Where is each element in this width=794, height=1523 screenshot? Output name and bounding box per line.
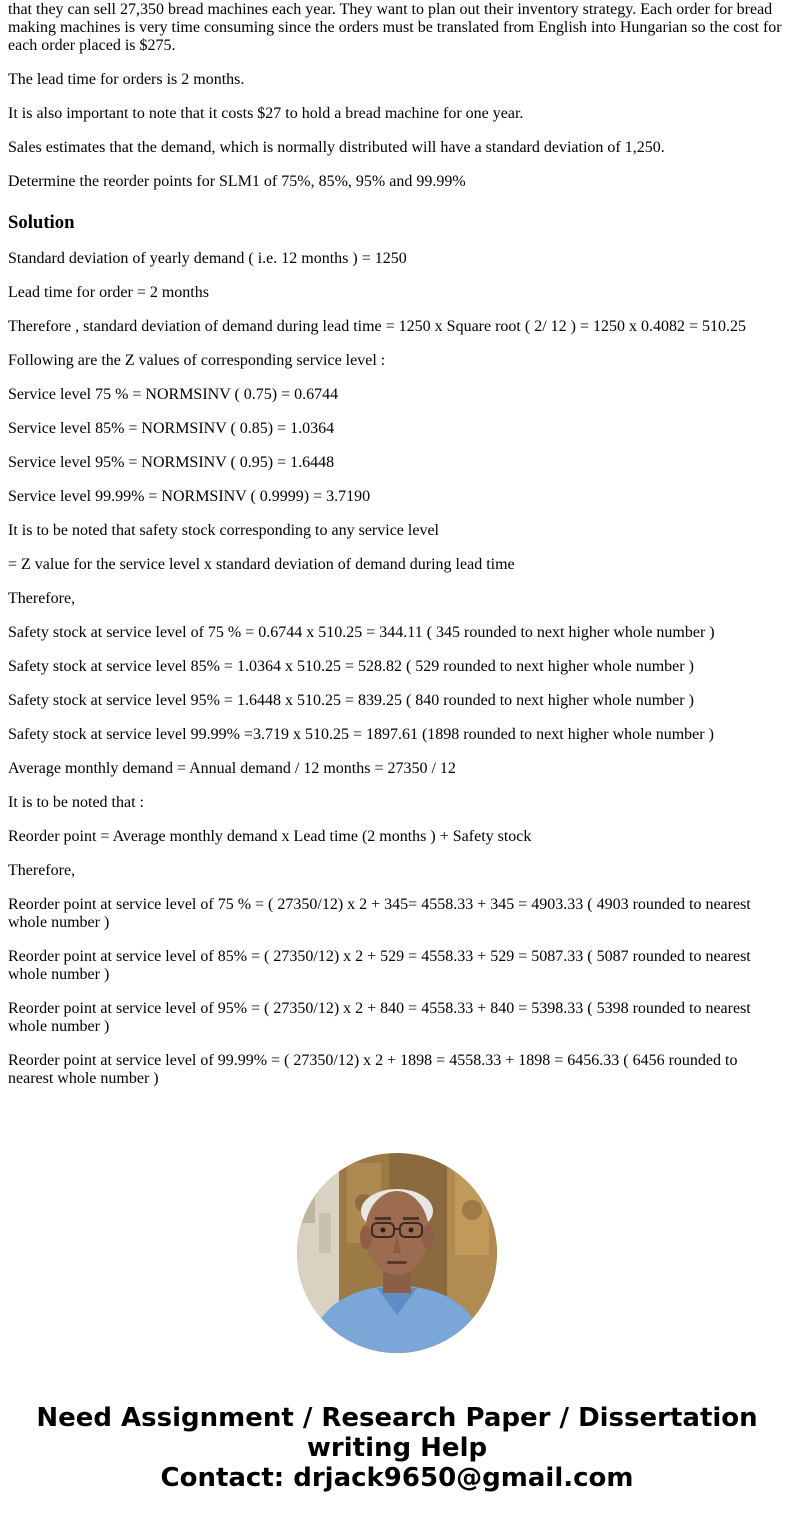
solution-line: Reorder point at service level of 75 % = ( 27350/12) x 2 + 345= 4558.33 + 345 = 4903.33 ( 4903 rounded to nearest whole number ) [8,896,751,931]
promo-contact: Contact: drjack9650@gmail.com [160,1463,634,1493]
question-paragraph-5: Determine the reorder points for SLM1 of 75%, 85%, 95% and 99.99% [8,173,466,190]
author-avatar [297,1153,497,1353]
solution-line: Lead time for order = 2 months [8,284,209,301]
solution-line: Safety stock at service level of 75 % = 0.6744 x 510.25 = 344.11 ( 345 rounded to next higher whole number ) [8,624,715,641]
promo-headline: Need Assignment / Research Paper / Dissertation writing Help [36,1403,758,1463]
solution-line: Reorder point at service level of 99.99% = ( 27350/12) x 2 + 1898 = 4558.33 + 1898 = 6456.33 ( 6456 rounded to nearest whole number ) [8,1052,738,1087]
solution-line: It is to be noted that safety stock corresponding to any service level [8,522,439,539]
solution-line: Therefore , standard deviation of demand during lead time = 1250 x Square root ( 2/ 12 ) = 1250 x 0.4082 = 510.25 [8,318,747,335]
solution-line: Safety stock at service level 85% = 1.0364 x 510.25 = 528.82 ( 529 rounded to next higher whole number ) [8,658,694,675]
solution-line: Following are the Z values of corresponding service level : [8,352,386,369]
solution-line: Safety stock at service level 99.99% =3.719 x 510.25 = 1897.61 (1898 rounded to next higher whole number ) [8,726,714,743]
solution-line: Reorder point at service level of 95% = ( 27350/12) x 2 + 840 = 4558.33 + 840 = 5398.33 ( 5398 rounded to nearest whole number ) [8,1000,751,1035]
solution-line: Reorder point = Average monthly demand x Lead time (2 months ) + Safety stock [8,828,532,845]
question-paragraph-4: Sales estimates that the demand, which is normally distributed will have a standard deviation of 1,250. [8,139,665,156]
solution-line: = Z value for the service level x standard deviation of demand during lead time [8,556,515,573]
avatar-portrait [297,1153,497,1353]
solution-heading: Solution [8,212,75,233]
solution-line: Service level 95% = NORMSINV ( 0.95) = 1.6448 [8,454,335,471]
solution-line: Average monthly demand = Annual demand / 12 months = 27350 / 12 [8,760,456,777]
solution-line: Standard deviation of yearly demand ( i.e. 12 months ) = 1250 [8,250,407,267]
solution-line: Service level 99.99% = NORMSINV ( 0.9999) = 3.7190 [8,488,371,505]
solution-line: Service level 75 % = NORMSINV ( 0.75) = 0.6744 [8,386,339,403]
document-content [8,0,786,1104]
solution-line: Service level 85% = NORMSINV ( 0.85) = 1.0364 [8,420,335,437]
promo-banner [0,1403,794,1493]
question-paragraph-2: The lead time for orders is 2 months. [8,71,245,88]
solution-line: Therefore, [8,862,76,879]
solution-line: Therefore, [8,590,76,607]
solution-line: Safety stock at service level 95% = 1.6448 x 510.25 = 839.25 ( 840 rounded to next higher whole number ) [8,692,694,709]
solution-line: Reorder point at service level of 85% = ( 27350/12) x 2 + 529 = 4558.33 + 529 = 5087.33 ( 5087 rounded to nearest whole number ) [8,948,751,983]
question-paragraph-1: that they can sell 27,350 bread machines each year. They want to plan out their inventory strategy. Each order for bread making machines is very time consuming since the orders must be translated from English into Hungarian so the cost for each order placed is $275. [8,1,782,54]
solution-line: It is to be noted that : [8,794,144,811]
question-paragraph-3: It is also important to note that it costs $27 to hold a bread machine for one year. [8,105,524,122]
